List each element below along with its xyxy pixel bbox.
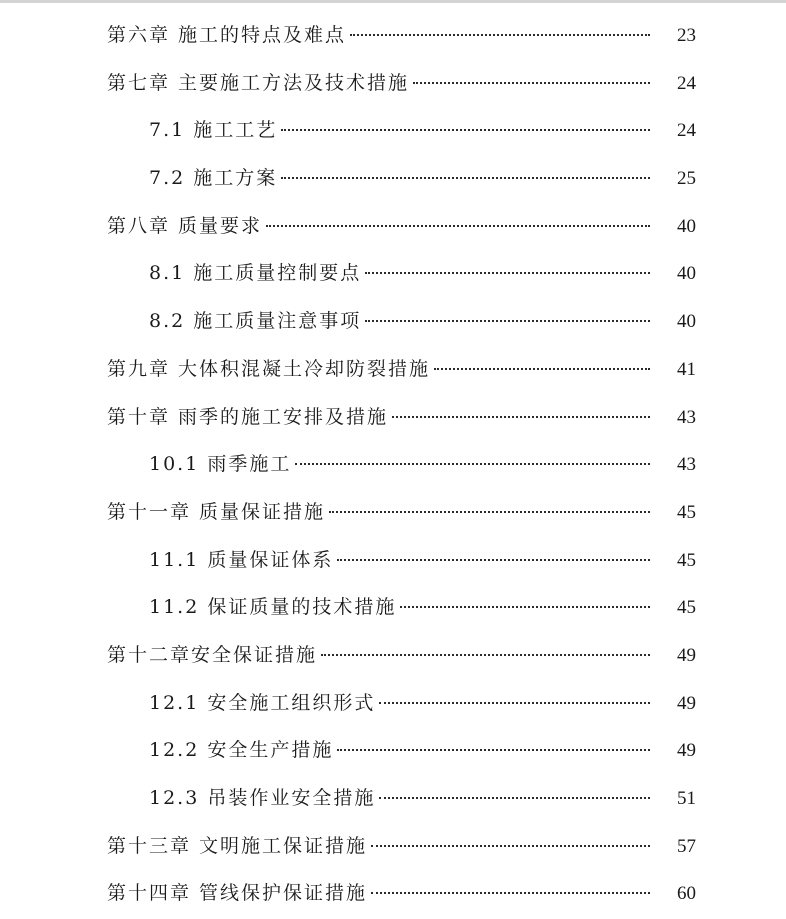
toc-entry-page-number: 24 xyxy=(677,72,696,94)
dot-leader xyxy=(365,271,650,274)
dot-leader xyxy=(371,844,650,847)
dot-leader xyxy=(413,81,650,84)
toc-entry-chapter-9[interactable] xyxy=(0,346,786,394)
toc-entry-chapter-11[interactable] xyxy=(0,489,786,537)
toc-entry-title: 第八章 质量要求 xyxy=(107,214,263,237)
toc-entry-page-number: 45 xyxy=(677,501,696,523)
toc-entry-page-number: 49 xyxy=(677,740,696,762)
dot-leader xyxy=(266,224,650,227)
toc-entry-title: 8.1 施工质量控制要点 xyxy=(149,262,362,285)
dot-leader xyxy=(371,891,650,894)
dot-leader xyxy=(329,510,650,513)
toc-entry-section-8-2[interactable] xyxy=(0,298,786,346)
toc-entry-page-number: 43 xyxy=(677,406,696,428)
toc-entry-title: 第六章 施工的特点及难点 xyxy=(107,24,347,46)
toc-entry-section-10-1[interactable] xyxy=(0,441,786,489)
dot-leader xyxy=(434,367,650,370)
toc-entry-title: 8.2 施工质量注意事项 xyxy=(149,310,362,333)
toc-entry-title: 11.1 质量保证体系 xyxy=(149,548,334,571)
dot-leader xyxy=(392,415,650,418)
table-of-contents xyxy=(0,12,786,918)
dot-leader xyxy=(400,605,650,608)
toc-entry-page-number: 57 xyxy=(677,835,696,857)
dot-leader xyxy=(281,128,650,131)
toc-entry-title: 11.2 保证质量的技术措施 xyxy=(149,596,397,619)
toc-entry-title: 第十章 雨季的施工安排及措施 xyxy=(107,405,389,428)
toc-entry-page-number: 45 xyxy=(677,549,696,571)
toc-entry-title: 7.1 施工工艺 xyxy=(149,119,278,142)
toc-entry-title: 第七章 主要施工方法及技术措施 xyxy=(107,71,410,94)
toc-entry-section-12-2[interactable] xyxy=(0,727,786,775)
toc-entry-section-8-1[interactable] xyxy=(0,250,786,298)
toc-entry-page-number: 49 xyxy=(677,692,696,714)
toc-entry-chapter-10[interactable] xyxy=(0,394,786,442)
toc-entry-page-number: 40 xyxy=(677,263,696,285)
dot-leader xyxy=(321,653,650,656)
toc-entry-title: 7.2 施工方案 xyxy=(149,167,278,190)
dot-leader xyxy=(337,558,650,561)
toc-entry-page-number: 24 xyxy=(677,120,696,142)
toc-entry-chapter-13[interactable] xyxy=(0,823,786,871)
toc-entry-title: 12.2 安全生产措施 xyxy=(149,739,334,762)
toc-entry-title: 12.3 吊装作业安全措施 xyxy=(149,787,376,809)
toc-entry-section-12-1[interactable] xyxy=(0,680,786,728)
toc-entry-title: 第九章 大体积混凝土冷却防裂措施 xyxy=(107,357,431,380)
toc-entry-page-number: 45 xyxy=(677,597,696,619)
toc-entry-page-number: 41 xyxy=(677,358,696,380)
toc-entry-section-7-2[interactable] xyxy=(0,155,786,203)
toc-entry-page-number: 51 xyxy=(677,788,696,809)
dot-leader xyxy=(295,462,650,465)
toc-entry-chapter-8[interactable] xyxy=(0,203,786,251)
toc-entry-page-number: 40 xyxy=(677,215,696,237)
toc-entry-chapter-7[interactable] xyxy=(0,60,786,108)
toc-entry-page-number: 40 xyxy=(677,311,696,333)
toc-entry-section-11-1[interactable] xyxy=(0,537,786,585)
toc-entry-title: 第十一章 质量保证措施 xyxy=(107,500,326,523)
toc-entry-title: 12.1 安全施工组织形式 xyxy=(149,691,376,714)
toc-entry-page-number: 23 xyxy=(677,25,696,46)
page-top-border xyxy=(0,0,786,3)
toc-entry-page-number: 43 xyxy=(677,454,696,476)
dot-leader xyxy=(379,701,650,704)
dot-leader xyxy=(281,176,650,179)
dot-leader xyxy=(365,319,650,322)
dot-leader xyxy=(337,748,650,751)
toc-entry-section-7-1[interactable] xyxy=(0,107,786,155)
toc-entry-chapter-12[interactable] xyxy=(0,632,786,680)
toc-entry-chapter-14[interactable] xyxy=(0,870,786,918)
toc-entry-page-number: 60 xyxy=(677,883,696,905)
toc-entry-title: 第十三章 文明施工保证措施 xyxy=(107,834,368,857)
toc-entry-chapter-6[interactable] xyxy=(0,12,786,60)
dot-leader xyxy=(379,796,650,799)
toc-entry-section-11-2[interactable] xyxy=(0,584,786,632)
toc-entry-title: 第十二章安全保证措施 xyxy=(107,643,318,666)
toc-entry-title: 第十四章 管线保护保证措施 xyxy=(107,882,368,905)
toc-entry-section-12-3[interactable] xyxy=(0,775,786,823)
toc-entry-title: 10.1 雨季施工 xyxy=(149,453,292,476)
toc-entry-page-number: 25 xyxy=(677,168,696,190)
toc-entry-page-number: 49 xyxy=(677,644,696,666)
dot-leader xyxy=(350,33,650,36)
